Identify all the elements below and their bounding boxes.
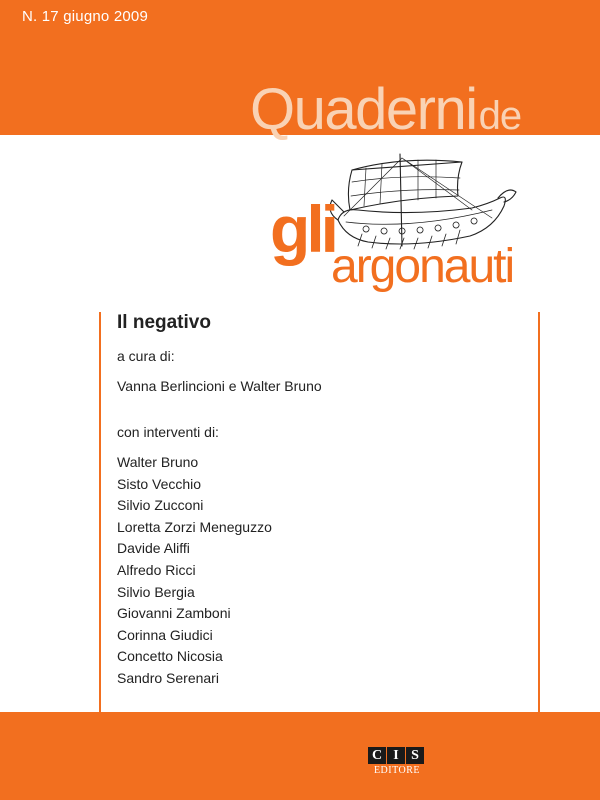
- issue-label: N. 17 giugno 2009: [22, 8, 149, 25]
- ship-sail: [348, 162, 462, 210]
- contributor: Giovanni Zamboni: [117, 605, 231, 622]
- ship-sail-lines: [351, 160, 460, 206]
- series-title-argonauti: argonauti: [331, 240, 514, 293]
- logo-letter: S: [406, 747, 424, 764]
- logo-letter: C: [368, 747, 386, 764]
- right-rule: [538, 312, 540, 712]
- contributor: Concetto Nicosia: [117, 648, 223, 665]
- contributor: Loretta Zorzi Meneguzzo: [117, 518, 272, 535]
- series-title-de: de: [478, 94, 522, 138]
- ship-illustration: [322, 150, 520, 250]
- contributor: Corinna Giudici: [117, 626, 213, 643]
- series-title-gli: gli: [270, 192, 335, 266]
- bottom-band: [0, 712, 600, 800]
- contributor: Davide Aliffi: [117, 540, 190, 557]
- ship-figurehead: [498, 190, 516, 202]
- volume-title: Il negativo: [117, 312, 211, 333]
- editors: Vanna Berlincioni e Walter Bruno: [117, 378, 322, 394]
- contributor: Silvio Zucconi: [117, 497, 204, 514]
- left-rule: [99, 312, 101, 712]
- contributors-label: con interventi di:: [117, 424, 219, 440]
- contributor: Silvio Bergia: [117, 583, 195, 600]
- contributor: Walter Bruno: [117, 454, 199, 470]
- contributor: Sandro Serenari: [117, 669, 219, 686]
- ship-hull: [338, 197, 505, 244]
- series-title-quaderni: Quaderni: [250, 77, 477, 142]
- contributors-list: [117, 452, 322, 690]
- ship-mast: [400, 154, 402, 246]
- contributor: Sisto Vecchio: [117, 475, 202, 492]
- publisher-logo-letters: [368, 747, 426, 764]
- contributor: Alfredo Ricci: [117, 561, 196, 578]
- top-band: [0, 0, 600, 142]
- curator-label: a cura di:: [117, 348, 175, 364]
- series-title: [250, 76, 521, 143]
- publisher-logo-subtitle: EDITORE: [373, 765, 421, 776]
- logo-letter: I: [387, 747, 405, 764]
- cover-content: [117, 312, 322, 690]
- publisher-logo: [368, 747, 426, 776]
